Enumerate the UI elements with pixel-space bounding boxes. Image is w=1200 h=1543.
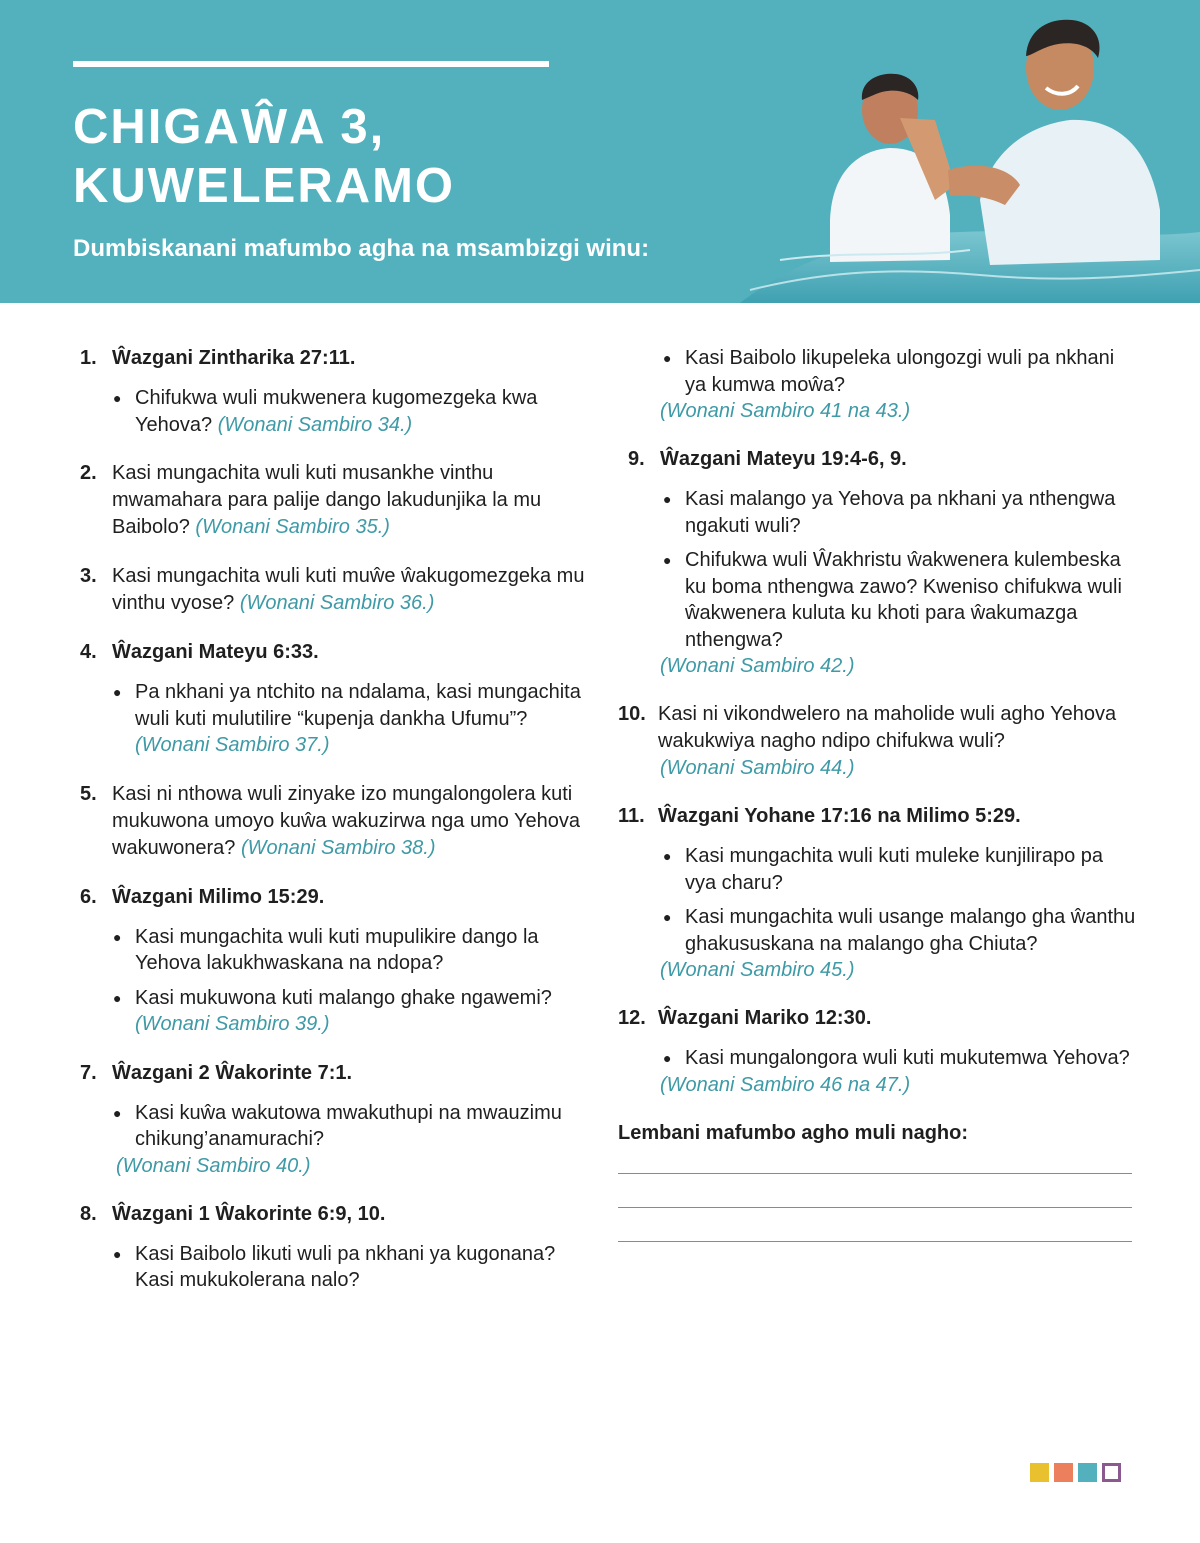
question-number: 8. (80, 1202, 97, 1225)
lesson-reference-line (618, 653, 1138, 679)
question-text: Ŵazgani Mateyu 6:33. (112, 641, 319, 663)
lesson-reference: (Wonani Sambiro 36.) (239, 592, 435, 614)
yellow-square-icon (1030, 1463, 1049, 1482)
question-number: 7. (80, 1061, 97, 1084)
question-10 (618, 701, 1138, 781)
header-rule (73, 61, 549, 67)
lesson-reference: (Wonani Sambiro 39.) (135, 1013, 330, 1035)
question-5 (80, 781, 595, 862)
color-squares-logo (1030, 1463, 1121, 1482)
bullet-text: Pa nkhani ya ntchito na ndalama, kasi mungachita wuli kuti mulutilire “kupenja dankha Ufumu”? (135, 681, 581, 730)
question-9 (618, 446, 1138, 679)
lesson-reference-line (618, 398, 1138, 424)
question-6 (80, 884, 595, 1038)
question-number: 4. (80, 641, 97, 663)
bullet-icon: ● (113, 390, 122, 406)
question-number: 10. (618, 703, 646, 725)
lesson-reference: (Wonani Sambiro 42.) (660, 655, 855, 677)
bullet-icon: ● (663, 848, 672, 864)
question-text: Ŵazgani 1 Ŵakorinte 6:9, 10. (112, 1202, 386, 1225)
bullet-text: Kasi Baibolo likupeleka ulongozgi wuli pa nkhani ya kumwa moŵa? (685, 347, 1115, 396)
lesson-reference-line (80, 1153, 595, 1179)
bullet-text: Kasi mungachita wuli kuti muleke kunjilirapo pa vya charu? (685, 845, 1103, 894)
title-line-2: KUWELERAMO (73, 159, 456, 213)
bullet-icon: ● (663, 350, 672, 366)
question-number: 12. (618, 1007, 646, 1029)
bullet-item (80, 385, 595, 438)
lesson-reference-line (618, 957, 1138, 983)
question-text: Ŵazgani Mariko 12:30. (658, 1007, 872, 1029)
question-number: 6. (80, 885, 97, 908)
lesson-reference: (Wonani Sambiro 45.) (660, 959, 855, 981)
question-text: Ŵazgani 2 Ŵakorinte 7:1. (112, 1061, 353, 1084)
bullet-text: Kasi mungalongora wuli kuti mukutemwa Yehova? (685, 1047, 1130, 1069)
question-text: Kasi ni nthowa wuli zinyake izo mungalongolera kuti mukuwona umoyo kuŵa wakuzirwa nga umo Yehova wakuwonera? (112, 782, 581, 859)
baptism-illustration (720, 0, 1200, 303)
header-banner (0, 0, 1200, 303)
bullet-text: Kasi Baibolo likuti wuli pa nkhani ya kugonana? Kasi mukukolerana nalo? (135, 1242, 556, 1291)
question-number: 1. (80, 347, 97, 369)
lesson-reference-line (618, 1072, 1138, 1098)
bullet-icon: ● (113, 989, 122, 1006)
bullet-item (80, 985, 595, 1038)
lesson-reference: (Wonani Sambiro 41 na 43.) (660, 400, 911, 422)
bullet-text: Kasi mukuwona kuti malango ghake ngawemi? (135, 986, 552, 1009)
bullet-text: Chifukwa wuli mukwenera kugomezgeka kwa Yehova? (135, 387, 538, 436)
question-text: Ŵazgani Milimo 15:29. (112, 885, 325, 908)
bullet-icon: ● (663, 491, 672, 507)
bullet-text: Kasi mungachita wuli kuti mupulikire dango la Yehova lakukhwaskana na ndopa? (135, 925, 539, 974)
question-number: 3. (80, 565, 97, 587)
orange-square-icon (1054, 1463, 1073, 1482)
bullet-item (618, 345, 1138, 398)
question-3 (80, 563, 595, 617)
question-8 (80, 1201, 595, 1294)
lesson-reference: (Wonani Sambiro 34.) (217, 413, 413, 436)
bullet-item (80, 679, 595, 759)
bullet-text: Chifukwa wuli Ŵakhristu ŵakwenera kulembeska ku boma nthengwa zawo? Kweniso chifukwa wuli ŵakwenera kuluta ku khoti para ŵakumazga nthengwa? (685, 549, 1122, 651)
teal-square-icon (1078, 1463, 1097, 1482)
bullet-item (80, 924, 595, 977)
question-text: Kasi mungachita wuli kuti muŵe ŵakugomezgeka mu vinthu vyose? (112, 565, 585, 614)
bullet-icon: ● (113, 928, 122, 945)
question-1 (80, 345, 595, 438)
question-text: Ŵazgani Zintharika 27:11. (112, 347, 356, 369)
question-number: 5. (80, 782, 97, 805)
question-text: Ŵazgani Mateyu 19:4-6, 9. (660, 448, 907, 470)
bullet-icon: ● (113, 684, 122, 700)
lesson-reference: (Wonani Sambiro 38.) (240, 836, 436, 859)
bullet-text: Kasi mungachita wuli usange malango gha ŵanthu ghakususkana na malango gha Chiuta? (685, 906, 1136, 955)
question-12 (618, 1005, 1138, 1098)
bullet-item (618, 904, 1138, 957)
question-text: Kasi mungachita wuli kuti musankhe vinthu mwamahara para palije dango lakudunjika la mu Baibolo? (112, 462, 542, 538)
writing-line-3[interactable] (618, 1241, 1132, 1242)
lesson-reference: (Wonani Sambiro 37.) (135, 734, 330, 756)
write-questions-label: Lembani mafumbo agho muli nagho: (618, 1121, 968, 1144)
question-number: 2. (80, 462, 97, 484)
question-7 (80, 1060, 595, 1179)
bullet-text: Kasi malango ya Yehova pa nkhani ya nthengwa ngakuti wuli? (685, 488, 1116, 537)
lesson-reference: (Wonani Sambiro 46 na 47.) (660, 1073, 911, 1096)
question-8-continued (618, 345, 1138, 424)
page-subtitle: Dumbiskanani mafumbo agha na msambizgi winu: (73, 235, 650, 262)
question-number: 11. (618, 805, 645, 827)
bullet-icon: ● (113, 1104, 122, 1121)
bullet-icon: ● (113, 1245, 122, 1262)
outline-square-icon (1102, 1463, 1121, 1482)
right-column (618, 345, 1138, 1242)
bullet-icon: ● (663, 909, 672, 925)
title-line-1: CHIGAŴA 3, (73, 100, 386, 154)
lesson-reference-line (618, 755, 1138, 781)
bullet-item (618, 1045, 1138, 1072)
lesson-reference: (Wonani Sambiro 44.) (660, 757, 855, 779)
question-11 (618, 803, 1138, 983)
writing-line-1[interactable] (618, 1173, 1132, 1174)
question-4 (80, 639, 595, 759)
lesson-reference: (Wonani Sambiro 40.) (116, 1154, 311, 1177)
bullet-text: Kasi kuŵa wakutowa mwakuthupi na mwauzimu chikung’anamurachi? (135, 1101, 562, 1150)
bullet-item (80, 1100, 595, 1153)
bullet-item (618, 486, 1138, 539)
question-text: Kasi ni vikondwelero na maholide wuli agho Yehova wakukwiya nagho ndipo chifukwa wuli? (658, 703, 1117, 752)
bullet-icon: ● (663, 552, 672, 568)
page-title (73, 98, 455, 216)
bullet-item (618, 843, 1138, 896)
question-2 (80, 460, 595, 541)
lesson-reference: (Wonani Sambiro 35.) (195, 516, 390, 538)
question-number: 9. (628, 448, 645, 470)
bullet-item (618, 547, 1138, 653)
question-text: Ŵazgani Yohane 17:16 na Milimo 5:29. (658, 805, 1021, 827)
bullet-item (80, 1241, 595, 1294)
writing-line-2[interactable] (618, 1207, 1132, 1208)
left-column (80, 345, 595, 1316)
bullet-icon: ● (663, 1050, 672, 1066)
